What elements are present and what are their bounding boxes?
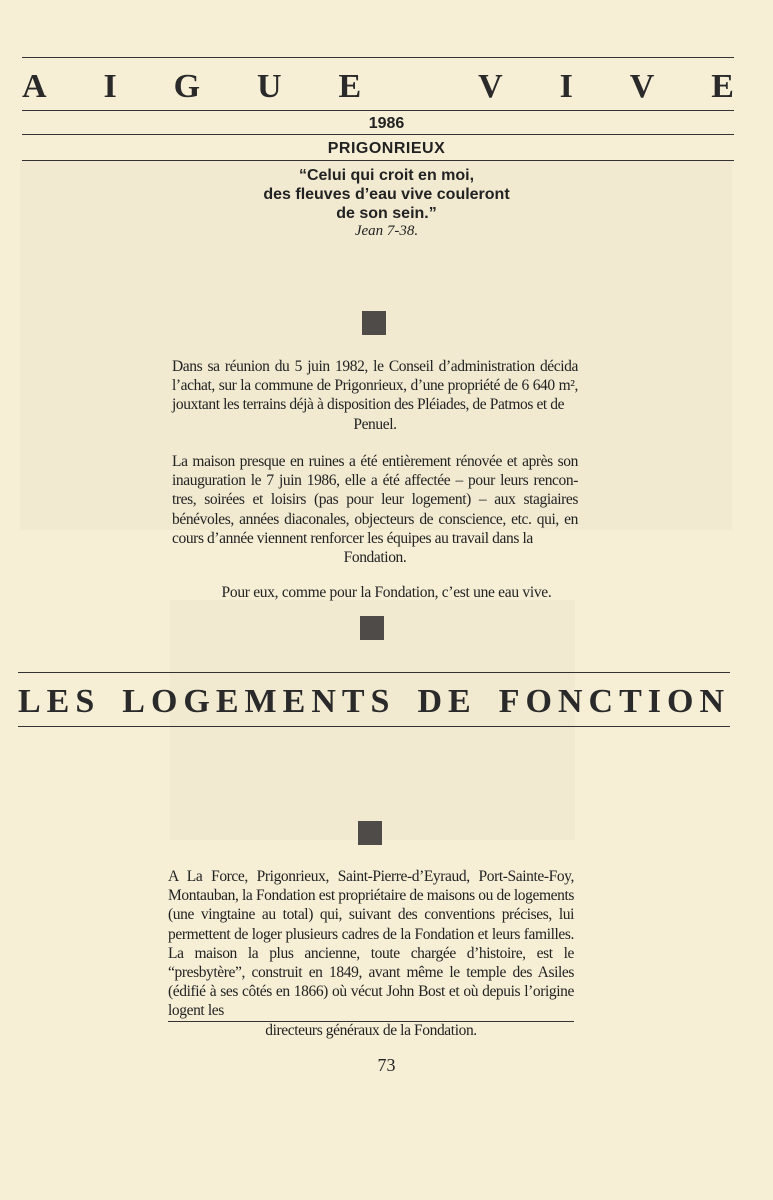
paragraph-acquisition [172,357,578,434]
section-rule-top [18,672,730,673]
year-heading: 1986 [368,115,405,132]
paragraph-logements [168,867,574,1040]
place-heading: PRIGONRIEUX [327,140,446,157]
title-letter: E [338,68,362,105]
title-letter: V [629,68,655,105]
page-number: 73 [377,1055,396,1075]
text-line: en cours d’année viennent renforcer les équipes au travail dans la [172,510,578,547]
section-title-word: LOGEMENTS [122,683,396,720]
section-rule-bottom [18,726,730,727]
text-line: côtés en 1866) où vécut John Bost et où depuis l’origine logent les [168,983,574,1020]
section-title-word: LES [18,683,101,720]
text-line: l’achat, sur la commune de Prigonrieux, d’une propriété de 6 640 m², [172,377,578,395]
paragraph-eau-vive: Pour eux, comme pour la Fondation, c’est une eau vive. [221,584,552,601]
epigraph-quote [0,166,773,223]
text-line: inauguration le 7 juin 1986, elle a été affectée – pour leurs rencon- [172,472,578,490]
section-title-word: FONCTION [498,683,730,720]
quote-reference: Jean 7-38. [354,223,419,239]
header-rule-title-bottom [22,110,734,111]
title-letter: I [559,68,573,105]
text-line: Montauban, la Fondation est propriétaire de maisons ou de logements [168,887,574,905]
quote-line: “Celui qui croit en moi, [298,167,475,184]
text-line: construit en 1849, avant même le temple des Asiles (édifié à ses [168,964,574,1001]
text-line: tres, soirées et loisirs (pas pour leur logement) – aux stagiaires [172,491,578,509]
paragraph-renovation [172,452,578,567]
text-line-last: directeurs généraux de la Fondation. [265,1021,477,1039]
section-title-word: DE [417,683,477,720]
quote-line: de son sein.” [336,205,437,222]
header-rule-place-bottom [22,160,734,161]
text-line: jouxtant les terrains déjà à disposition des Pléiades, de Patmos et de [172,396,565,414]
text-line: (une vingtaine au total) qui, suivant des conventions précises, lui [168,906,574,924]
section-title [18,680,730,724]
text-line: La maison presque en ruines a été entièrement rénovée et après son [172,453,578,470]
title-letter: I [103,68,117,105]
title-letter: A [22,68,47,105]
text-line: bénévoles, années diaconales, objecteurs de conscience, etc. qui, [172,510,559,528]
quote-line: des fleuves d’eau vive couleront [263,186,510,203]
header-rule-top [22,57,734,58]
text-line: Dans sa réunion du 5 juin 1982, le Conseil d’administration décida [172,358,578,375]
header-rule-year-bottom [22,134,734,135]
separator-square [362,311,386,335]
text-line: La maison la plus ancienne, toute chargée d’histoire, est le “presbytère”, [168,944,574,982]
separator-square [360,616,384,640]
title-letter: U [257,68,282,105]
title-letter: G [173,68,201,105]
separator-square [358,821,382,845]
title-letter: E [711,68,734,105]
text-line-last: Penuel. [353,415,397,433]
paragraph-rule-bottom [168,1021,574,1022]
title-letter: V [478,68,503,105]
text-line: A La Force, Prigonrieux, Saint-Pierre-d’Eyraud, Port-Sainte-Foy, [168,868,574,885]
text-line: permettent de loger plusieurs cadres de la Fondation et leurs familles. [168,925,574,943]
text-line-last: Fondation. [343,549,407,567]
chapter-title [22,65,734,109]
